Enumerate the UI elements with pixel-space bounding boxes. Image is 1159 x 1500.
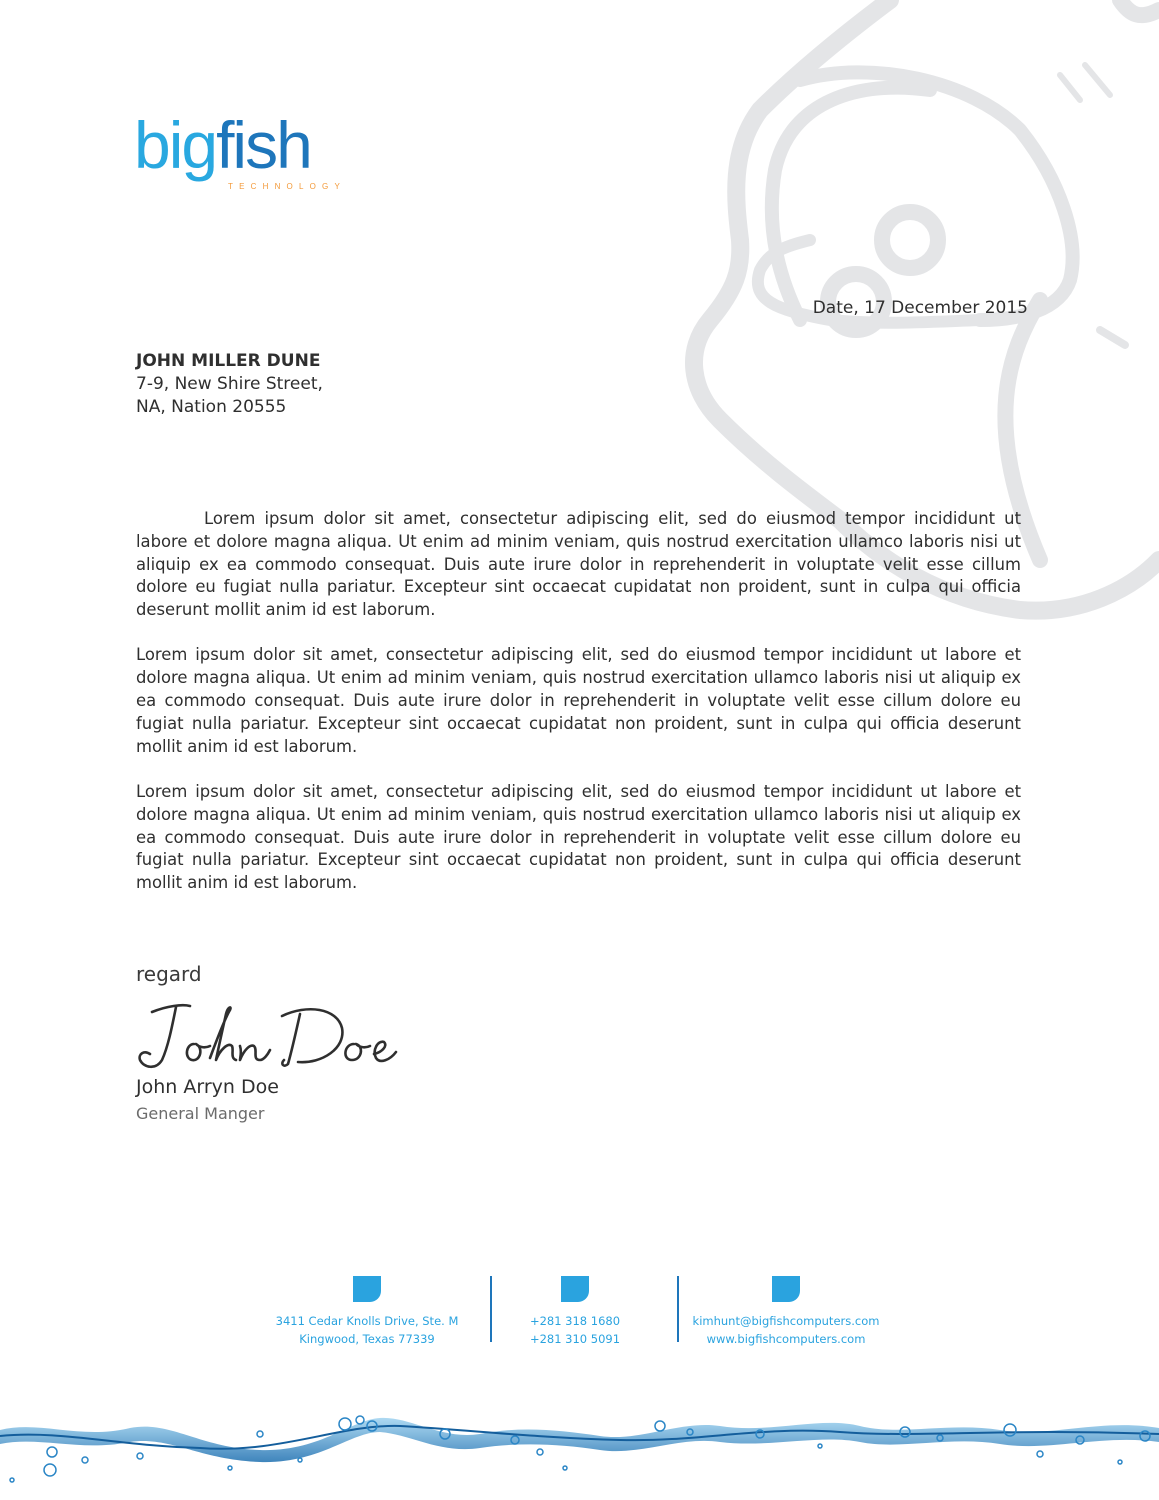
signer-name: John Arryn Doe: [136, 1076, 279, 1098]
logo-wordmark: [134, 108, 311, 182]
footer-divider: [677, 1276, 679, 1342]
closing-text: regard: [136, 962, 202, 986]
body-paragraph-1: Lorem ipsum dolor sit amet, consectetur adipiscing elit, sed do eiusmod tempor incididunt ut labore et dolore magna aliqua. Ut enim ad minim veniam, quis nostrud exercitation ullamco laboris nisi ut aliquip ex ea commodo consequat. Duis aute irure dolor in reprehenderit in voluptate velit esse cillum dolore eu fugiat nulla pariatur. Excepteur sint occaecat cupidatat non proident, sunt in culpa qui officia deserunt mollit anim id est laborum.: [136, 509, 1021, 620]
letter-date: Date, 17 December 2015: [812, 298, 1028, 318]
recipient-name: JOHN MILLER DUNE: [136, 351, 321, 371]
footer-website[interactable]: www.bigfishcomputers.com: [706, 1332, 866, 1346]
recipient-block: [136, 350, 323, 419]
footer-phone: [505, 1276, 645, 1348]
footer-email[interactable]: kimhunt@bigfishcomputers.com: [692, 1314, 880, 1328]
logo-word-big: big: [134, 108, 217, 182]
phone-icon: [561, 1276, 589, 1302]
signer-title: General Manger: [136, 1104, 265, 1123]
footer-phone-line2: +281 310 5091: [529, 1332, 621, 1346]
recipient-address-line1: 7-9, New Shire Street,: [136, 374, 323, 394]
mail-icon: [772, 1276, 800, 1302]
letter-body: [136, 508, 1021, 917]
footer-web: [682, 1276, 890, 1348]
handwritten-signature: [132, 992, 412, 1076]
footer-address-line2: Kingwood, Texas 77339: [299, 1332, 435, 1346]
footer-phone-line1: +281 318 1680: [529, 1314, 621, 1328]
body-paragraph-3: Lorem ipsum dolor sit amet, consectetur adipiscing elit, sed do eiusmod tempor incididunt ut labore et dolore magna aliqua. Ut enim ad minim veniam, quis nostrud exercitation ullamco laboris nisi ut aliquip ex ea commodo consequat. Duis aute irure dolor in reprehenderit in voluptate velit esse cillum dolore eu fugiat nulla pariatur. Excepteur sint occaecat cupidatat non proident, sunt in culpa qui officia deserunt mollit anim id est laborum.: [136, 781, 1021, 893]
body-paragraph-2: Lorem ipsum dolor sit amet, consectetur adipiscing elit, sed do eiusmod tempor incididunt ut labore et dolore magna aliqua. Ut enim ad minim veniam, quis nostrud exercitation ullamco laboris nisi ut aliquip ex ea commodo consequat. Duis aute irure dolor in reprehenderit in voluptate velit esse cillum dolore eu fugiat nulla pariatur. Excepteur sint occaecat cupidatat non proident, sunt in culpa qui officia deserunt mollit anim id est laborum.: [136, 645, 1021, 756]
logo-tagline: TECHNOLOGY: [228, 182, 347, 191]
recipient-address-line2: NA, Nation 20555: [136, 397, 287, 417]
location-icon: [353, 1276, 381, 1302]
footer-address-line1: 3411 Cedar Knolls Drive, Ste. M: [275, 1314, 459, 1328]
footer-divider: [490, 1276, 492, 1342]
footer-address: [262, 1276, 472, 1348]
water-splash-decoration: [0, 1390, 1159, 1500]
logo-word-fish: fish: [216, 108, 311, 182]
company-logo: [134, 108, 364, 202]
